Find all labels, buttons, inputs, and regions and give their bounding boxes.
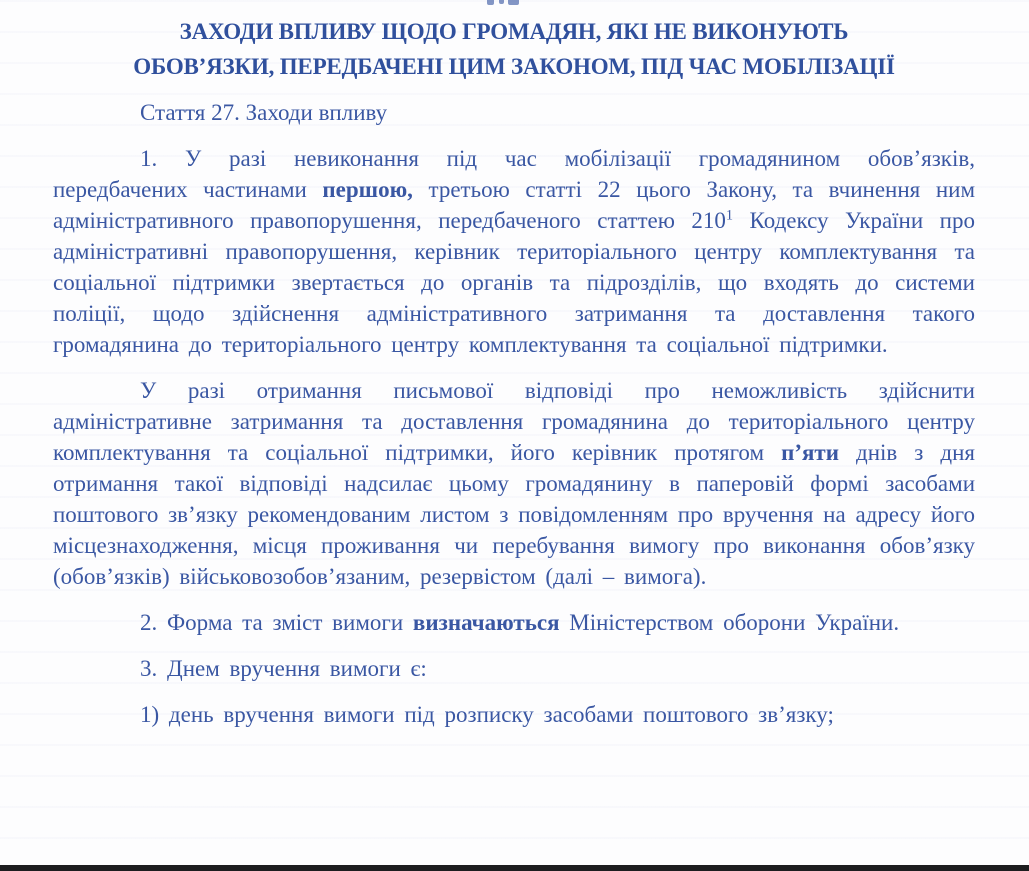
paragraph [53, 375, 975, 592]
document-content [0, 14, 1029, 730]
text-run: 3. Днем вручення вимоги є: [140, 656, 427, 681]
paragraph [53, 699, 975, 730]
section-heading [53, 14, 975, 84]
paragraph [53, 607, 975, 638]
clipped-previous-line-fragment [499, 0, 504, 4]
text-run: 1) день вручення вимоги під розписку засобами поштового зв’язку; [140, 702, 834, 727]
text-run: третьою статті 22 цього Закону, та вчинення ним адміністративного правопорушення, передбаченого статтею 210 [53, 177, 975, 233]
text-run: 2. Форма та зміст вимоги [140, 610, 413, 635]
superscript-text: 1 [725, 207, 734, 224]
text-run: днів з дня отримання такої відповіді надсилає цьому громадянину в паперовій формі засобами поштового зв’язку рекомендованим листом з повідомленням про вручення на адресу його місцезнаходження, місця проживання чи перебування вимогу про виконання обов’язку (обов’язків) військовозобов’язаним, резервістом (далі – вимога). [53, 440, 976, 589]
document-body [53, 143, 975, 730]
bold-text: п’яти [781, 440, 839, 465]
bottom-separator-bar [0, 865, 1029, 871]
clipped-previous-line-fragment [508, 0, 519, 5]
paragraph [53, 143, 975, 360]
text-run: Кодексу України про адміністративні правопорушення, керівник територіального центру комплектування та соціальної підтримки звертається до органів та підрозділів, що входять до системи поліції, щодо здійснення адміністративного затримання та доставлення такого громадянина до територіального центру комплектування та соціальної підтримки. [53, 208, 975, 357]
text-run: Міністерством оборони України. [559, 610, 900, 635]
article-title: Стаття 27. Заходи впливу [140, 100, 388, 125]
clipped-previous-line-fragment [487, 0, 494, 5]
text-run: У разі отримання письмової відповіді про неможливість здійснити адміністративне затримання та доставлення громадянина до територіального центру комплектування та соціальної підтримки, його керівник протягом [53, 378, 975, 465]
section-heading-line2: ОБОВ’ЯЗКИ, ПЕРЕДБАЧЕНІ ЦИМ ЗАКОНОМ, ПІД ЧАС МОБІЛІЗАЦІЇ [133, 54, 895, 79]
text-run: 1. У разі невиконання під час мобілізації громадянином обов’язків, передбачених частинами [53, 146, 975, 202]
section-heading-line1: ЗАХОДИ ВПЛИВУ ЩОДО ГРОМАДЯН, ЯКІ НЕ ВИКОНУЮТЬ [179, 19, 849, 44]
bold-text: визначаються [412, 610, 560, 635]
bold-text: першою, [322, 177, 413, 202]
paragraph [53, 653, 975, 684]
